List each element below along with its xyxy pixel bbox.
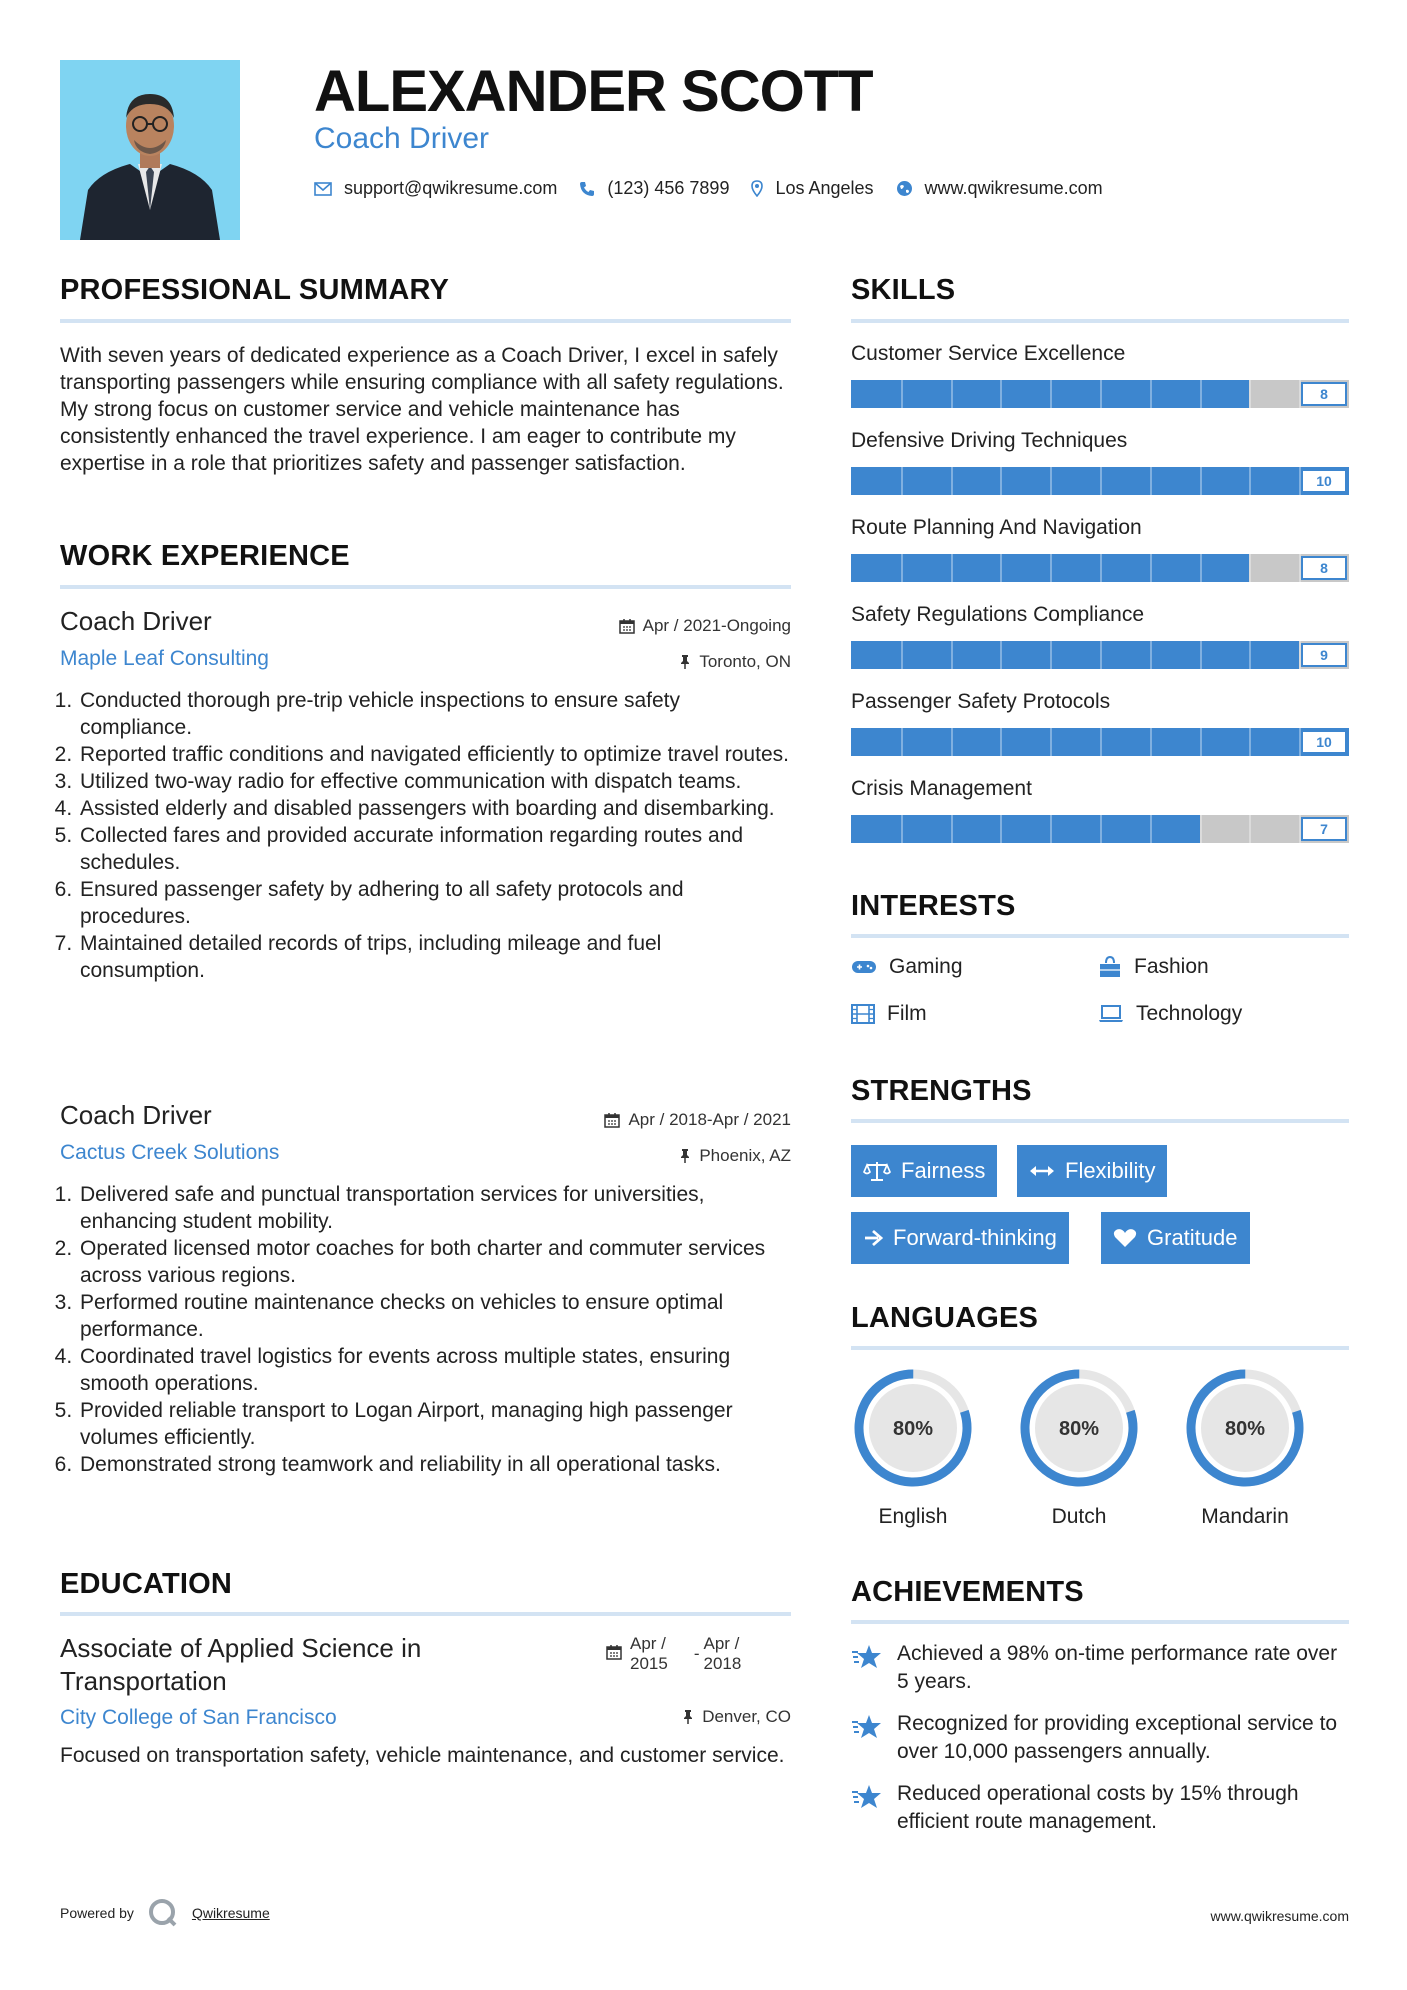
education-entry bbox=[60, 1632, 791, 1769]
star-badge-icon bbox=[851, 1643, 883, 1671]
brand-link[interactable]: Qwikresume bbox=[191, 1905, 270, 1921]
language-name: English bbox=[878, 1505, 948, 1528]
strength-label: Flexibility bbox=[1065, 1158, 1156, 1183]
skill-name: Safety Regulations Compliance bbox=[851, 603, 1144, 626]
skill-bar-segment bbox=[1150, 728, 1152, 756]
shopping-bag-icon bbox=[1098, 956, 1122, 978]
list-item: 6. Ensured passenger safety by adhering to all safety protocols and procedures. bbox=[78, 876, 791, 930]
education-location bbox=[682, 1707, 791, 1727]
job-dates-text: Apr / 2018-Apr / 2021 bbox=[628, 1110, 791, 1129]
skill-item bbox=[851, 516, 1349, 582]
achievement-text: Reduced operational costs by 15% through efficient route management. bbox=[897, 1782, 1299, 1833]
list-item: 3. Utilized two-way radio for effective communication with dispatch teams. bbox=[78, 768, 791, 795]
language-name: Dutch bbox=[1051, 1505, 1107, 1528]
candidate-name: ALEXANDER SCOTT bbox=[314, 59, 873, 124]
skill-bar-segment bbox=[1249, 728, 1251, 756]
heart-icon bbox=[1113, 1228, 1137, 1248]
skill-bar-segment bbox=[1150, 467, 1152, 495]
language-percent: 80% bbox=[1058, 1418, 1100, 1440]
profile-photo bbox=[60, 60, 240, 240]
footer-url[interactable]: www.qwikresume.com bbox=[1210, 1908, 1349, 1924]
skill-bar-segment bbox=[1050, 815, 1052, 843]
list-item: 2. Reported traffic conditions and navigated efficiently to optimize travel routes. bbox=[78, 741, 791, 768]
job-company: Cactus Creek Solutions bbox=[60, 1141, 280, 1164]
skill-bar-segment bbox=[1249, 467, 1251, 495]
skill-item bbox=[851, 603, 1349, 669]
email-text: support@qwikresume.com bbox=[344, 178, 558, 198]
education-end bbox=[704, 1634, 742, 1674]
job-dates bbox=[604, 1110, 791, 1130]
achievement-text: Achieved a 98% on-time performance rate over 5 years. bbox=[897, 1642, 1338, 1693]
job-entry bbox=[60, 1100, 791, 1478]
education-end-month: Apr / bbox=[703, 1634, 740, 1653]
arrow-right-icon bbox=[863, 1229, 883, 1247]
gamepad-icon bbox=[851, 959, 877, 975]
skill-bar-segment bbox=[1100, 380, 1102, 408]
map-marker-icon bbox=[751, 180, 763, 197]
calendar-icon bbox=[619, 618, 635, 634]
job-location-text: Toronto, ON bbox=[699, 652, 791, 671]
skill-bar-segment bbox=[1000, 380, 1002, 408]
job-location bbox=[679, 1146, 791, 1166]
skill-bar-segment bbox=[1249, 380, 1251, 408]
powered-by-label: Powered by bbox=[60, 1905, 134, 1921]
skill-bar-segment bbox=[1000, 728, 1002, 756]
strength-badge bbox=[1101, 1212, 1250, 1264]
job-dates bbox=[619, 616, 791, 636]
summary-heading: PROFESSIONAL SUMMARY bbox=[60, 274, 450, 306]
language-ring bbox=[851, 1366, 975, 1490]
list-item: 7. Maintained detailed records of trips, including mileage and fuel consumption. bbox=[78, 930, 791, 984]
calendar-icon bbox=[606, 1644, 622, 1660]
candidate-title: Coach Driver bbox=[314, 122, 490, 155]
strengths-divider bbox=[851, 1119, 1349, 1123]
skill-bar-segment bbox=[951, 815, 953, 843]
job-location-text: Phoenix, AZ bbox=[699, 1146, 791, 1165]
job-dates-text: Apr / 2021-Ongoing bbox=[642, 616, 791, 635]
skill-name: Defensive Driving Techniques bbox=[851, 429, 1128, 452]
skill-bar bbox=[851, 467, 1349, 495]
job-responsibilities bbox=[60, 1181, 791, 1478]
arrows-horizontal-icon bbox=[1029, 1164, 1055, 1178]
strength-label: Gratitude bbox=[1147, 1225, 1238, 1250]
skill-item bbox=[851, 690, 1349, 756]
experience-divider bbox=[60, 585, 791, 589]
job-location bbox=[679, 652, 791, 672]
achievements-divider bbox=[851, 1620, 1349, 1624]
skills-heading: SKILLS bbox=[851, 274, 956, 306]
skill-bar-segment bbox=[901, 467, 903, 495]
strength-badge bbox=[851, 1212, 1069, 1264]
skill-bar-segment bbox=[1050, 641, 1052, 669]
skill-item bbox=[851, 429, 1349, 495]
phone-icon bbox=[579, 181, 595, 197]
education-start-month: Apr / bbox=[630, 1634, 666, 1653]
skill-name: Route Planning And Navigation bbox=[851, 516, 1142, 539]
education-start bbox=[630, 1634, 668, 1674]
achievement-text: Recognized for providing exceptional service to over 10,000 passengers annually. bbox=[897, 1712, 1338, 1763]
list-item: 1. Conducted thorough pre-trip vehicle inspections to ensure safety compliance. bbox=[78, 687, 791, 741]
list-item: 4. Coordinated travel logistics for events across multiple states, ensuring smooth operations. bbox=[78, 1343, 791, 1397]
experience-heading: WORK EXPERIENCE bbox=[60, 540, 350, 572]
skill-bar-segment bbox=[1249, 815, 1251, 843]
skill-bar-segment bbox=[901, 380, 903, 408]
education-location-text: Denver, CO bbox=[702, 1707, 791, 1726]
interest-label: Technology bbox=[1136, 1002, 1243, 1025]
education-dates bbox=[606, 1634, 741, 1674]
job-company: Maple Leaf Consulting bbox=[60, 647, 269, 670]
achievement-item bbox=[851, 1780, 1349, 1836]
skill-bar bbox=[851, 815, 1349, 843]
list-item: 5. Collected fares and provided accurate information regarding routes and schedules. bbox=[78, 822, 791, 876]
list-item: 2. Operated licensed motor coaches for both charter and commuter services across various regions. bbox=[78, 1235, 791, 1289]
strengths-heading: STRENGTHS bbox=[851, 1075, 1032, 1107]
skill-bar-segment bbox=[1100, 554, 1102, 582]
skill-bar bbox=[851, 380, 1349, 408]
school-name: City College of San Francisco bbox=[60, 1706, 337, 1729]
education-heading: EDUCATION bbox=[60, 1568, 233, 1600]
skill-bar-segment bbox=[1000, 641, 1002, 669]
skill-bar-segment bbox=[1100, 467, 1102, 495]
strength-label: Fairness bbox=[901, 1158, 986, 1183]
skill-bar-segment bbox=[901, 728, 903, 756]
language-percent: 80% bbox=[1224, 1418, 1266, 1440]
list-item: 1. Delivered safe and punctual transportation services for universities, enhancing student mobility. bbox=[78, 1181, 791, 1235]
education-date-dash: - bbox=[693, 1644, 700, 1663]
language-item bbox=[1017, 1366, 1141, 1529]
education-divider bbox=[60, 1612, 791, 1616]
film-icon bbox=[851, 1004, 875, 1024]
skill-bar-segment bbox=[1200, 554, 1202, 582]
skill-bar-fill bbox=[851, 641, 1299, 669]
skill-bar-segment bbox=[1000, 554, 1002, 582]
skill-bar-segment bbox=[1050, 380, 1052, 408]
job-title: Coach Driver bbox=[60, 606, 212, 636]
interests-divider bbox=[851, 934, 1349, 938]
website-text: www.qwikresume.com bbox=[924, 178, 1103, 198]
interest-item bbox=[851, 1002, 927, 1026]
contact-location bbox=[751, 178, 873, 199]
skill-bar-segment bbox=[951, 467, 953, 495]
skill-bar-segment bbox=[1000, 467, 1002, 495]
summary-text: With seven years of dedicated experience as a Coach Driver, I excel in safely transporting passengers while ensuring compliance with all safety regulations. My strong focus on customer service and vehicle maintenance has consistently enhanced the travel experience. I am eager to contribute my expertise in a role that prioritizes safety and passenger satisfaction. bbox=[60, 344, 784, 475]
skill-bar-segment bbox=[1050, 467, 1052, 495]
interest-label: Film bbox=[887, 1002, 927, 1025]
skill-level: 10 bbox=[1301, 730, 1347, 754]
pin-icon bbox=[679, 1148, 691, 1164]
skill-bar-segment bbox=[1050, 554, 1052, 582]
skill-bar-segment bbox=[901, 554, 903, 582]
star-badge-icon bbox=[851, 1713, 883, 1741]
skill-bar-segment bbox=[1100, 728, 1102, 756]
strength-badge bbox=[851, 1145, 997, 1197]
job-responsibilities bbox=[60, 687, 791, 984]
skill-bar-segment bbox=[1000, 815, 1002, 843]
skill-bar-segment bbox=[1200, 380, 1202, 408]
skill-name: Customer Service Excellence bbox=[851, 342, 1126, 365]
skill-name: Crisis Management bbox=[851, 777, 1032, 800]
globe-icon bbox=[896, 180, 913, 197]
pin-icon bbox=[682, 1709, 694, 1725]
calendar-icon bbox=[604, 1112, 620, 1128]
skill-bar-segment bbox=[951, 380, 953, 408]
education-end-year: 2018 bbox=[703, 1654, 742, 1673]
laptop-icon bbox=[1098, 1005, 1124, 1023]
job-title: Coach Driver bbox=[60, 1100, 212, 1130]
language-percent: 80% bbox=[892, 1418, 934, 1440]
achievements-heading: ACHIEVEMENTS bbox=[851, 1576, 1084, 1608]
list-item: 6. Demonstrated strong teamwork and reliability in all operational tasks. bbox=[78, 1451, 791, 1478]
skill-bar-segment bbox=[1150, 815, 1152, 843]
list-item: 5. Provided reliable transport to Logan Airport, managing high passenger volumes efficiently. bbox=[78, 1397, 791, 1451]
location-text: Los Angeles bbox=[775, 178, 874, 198]
contact-website[interactable] bbox=[896, 178, 1103, 199]
education-start-year: 2015 bbox=[630, 1654, 668, 1673]
skill-bar bbox=[851, 728, 1349, 756]
language-ring bbox=[1183, 1366, 1307, 1490]
language-name: Mandarin bbox=[1201, 1505, 1289, 1528]
skill-bar-segment bbox=[901, 815, 903, 843]
skill-bar-segment bbox=[951, 554, 953, 582]
star-badge-icon bbox=[851, 1783, 883, 1811]
skill-bar-segment bbox=[1200, 815, 1202, 843]
language-ring bbox=[1017, 1366, 1141, 1490]
list-item: 4. Assisted elderly and disabled passengers with boarding and disembarking. bbox=[78, 795, 791, 822]
skill-item bbox=[851, 342, 1349, 408]
language-item bbox=[851, 1366, 975, 1529]
interest-item bbox=[851, 955, 963, 979]
skill-level: 7 bbox=[1301, 817, 1347, 841]
skill-bar-segment bbox=[1249, 554, 1251, 582]
skill-bar-segment bbox=[1200, 641, 1202, 669]
skill-bar-segment bbox=[951, 728, 953, 756]
phone-text: (123) 456 7899 bbox=[607, 178, 730, 198]
interest-item bbox=[1098, 1002, 1242, 1026]
skill-bar-segment bbox=[1150, 380, 1152, 408]
skill-item bbox=[851, 777, 1349, 843]
skill-bar bbox=[851, 641, 1349, 669]
list-item: 3. Performed routine maintenance checks on vehicles to ensure optimal performance. bbox=[78, 1289, 791, 1343]
skill-bar-segment bbox=[1100, 815, 1102, 843]
skill-bar-segment bbox=[1150, 554, 1152, 582]
skill-bar bbox=[851, 554, 1349, 582]
skill-bar-segment bbox=[1249, 641, 1251, 669]
education-description: Focused on transportation safety, vehicle maintenance, and customer service. bbox=[60, 1744, 785, 1767]
pin-icon bbox=[679, 654, 691, 670]
achievement-item bbox=[851, 1640, 1349, 1696]
skill-bar-segment bbox=[1100, 641, 1102, 669]
skill-bar-segment bbox=[951, 641, 953, 669]
skills-divider bbox=[851, 319, 1349, 323]
skill-level: 9 bbox=[1301, 643, 1347, 667]
languages-heading: LANGUAGES bbox=[851, 1302, 1039, 1334]
job-entry bbox=[60, 606, 791, 984]
skill-name: Passenger Safety Protocols bbox=[851, 690, 1111, 713]
qwikresume-logo-icon bbox=[148, 1898, 178, 1928]
strength-badge bbox=[1017, 1145, 1167, 1197]
languages-divider bbox=[851, 1346, 1349, 1350]
skill-bar-segment bbox=[1050, 728, 1052, 756]
contact-email[interactable] bbox=[314, 178, 557, 199]
interests-heading: INTERESTS bbox=[851, 890, 1016, 922]
interest-item bbox=[1098, 955, 1209, 979]
balance-scale-icon bbox=[863, 1160, 891, 1182]
footer-powered-by bbox=[60, 1898, 270, 1928]
interest-label: Fashion bbox=[1134, 955, 1209, 978]
skill-level: 8 bbox=[1301, 382, 1347, 406]
summary-divider bbox=[60, 319, 791, 323]
envelope-icon bbox=[314, 182, 332, 196]
skill-bar-segment bbox=[901, 641, 903, 669]
degree-title: Associate of Applied Science in Transportation bbox=[60, 1633, 422, 1696]
language-item bbox=[1183, 1366, 1307, 1529]
achievement-item bbox=[851, 1710, 1349, 1766]
contact-bar bbox=[314, 178, 1125, 199]
contact-phone[interactable] bbox=[579, 178, 729, 199]
interest-label: Gaming bbox=[889, 955, 963, 978]
skill-level: 10 bbox=[1301, 469, 1347, 493]
strength-label: Forward-thinking bbox=[893, 1225, 1057, 1250]
skill-bar-fill bbox=[851, 815, 1200, 843]
skill-bar-segment bbox=[1150, 641, 1152, 669]
skill-bar-segment bbox=[1200, 728, 1202, 756]
skill-bar-segment bbox=[1200, 467, 1202, 495]
skill-level: 8 bbox=[1301, 556, 1347, 580]
